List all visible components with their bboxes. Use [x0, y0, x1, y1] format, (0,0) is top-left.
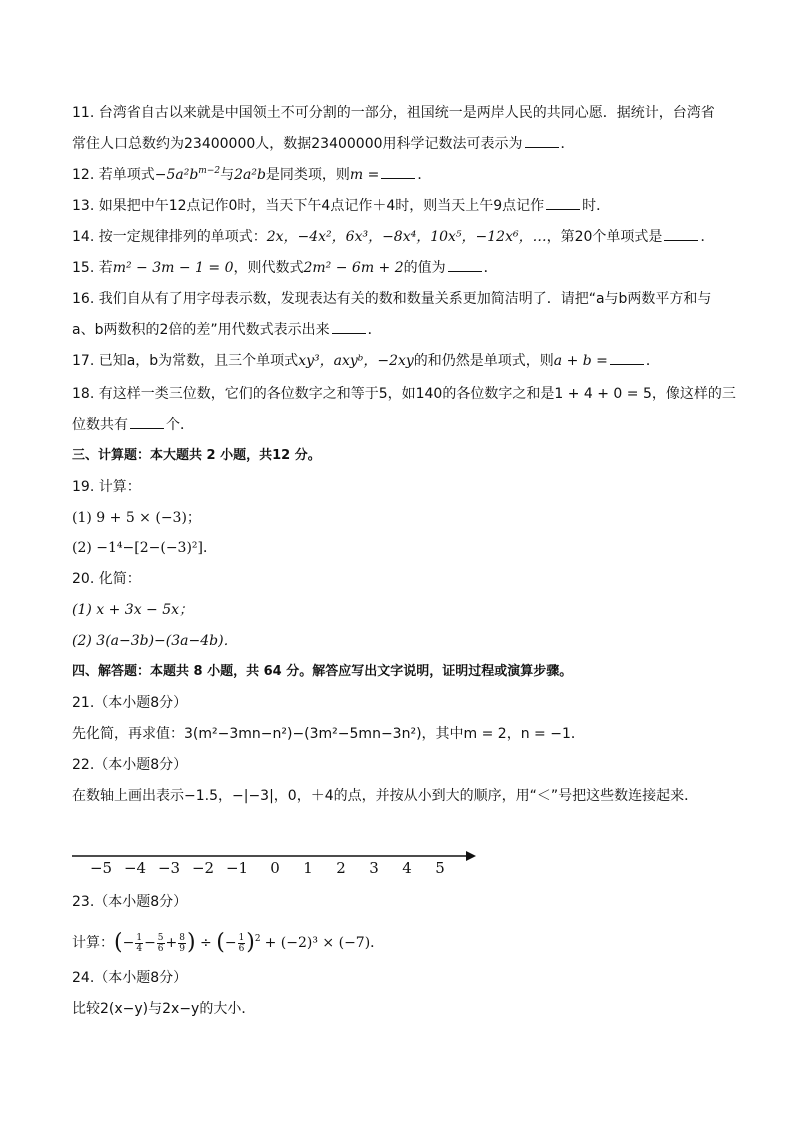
math-op: ÷ [195, 935, 217, 951]
question-18-text-3: 个． [166, 417, 194, 433]
question-13-text: 13. 如果把中午12点记作0时，当天下午4点记作＋4时，则当天上午9点记作 [72, 198, 545, 214]
math-expression: m = [349, 167, 380, 183]
paren: ) [187, 930, 196, 955]
question-23-text: 23.（本小题8分） [72, 894, 188, 910]
question-12-text: 12. 若单项式 [72, 167, 155, 183]
question-14-text: 14. 按一定规律排列的单项式： [72, 229, 267, 245]
question-20-text: 20. 化简： [72, 571, 141, 587]
math-op: − [224, 935, 237, 951]
math-expression: (2) 3(a−3b)−(3a−4b)． [72, 633, 238, 649]
tick-label: 5 [435, 859, 445, 877]
question-12-text: 是同类项，则 [265, 167, 350, 183]
tick-label: −1 [225, 859, 249, 877]
numerator: 8 [179, 932, 185, 943]
punctuation: ． [483, 260, 498, 276]
tick-label: 4 [402, 859, 412, 877]
exponent: 2 [254, 934, 261, 944]
question-22-text: 22.（本小题8分） [72, 757, 188, 773]
question-24-body [72, 999, 255, 1019]
math-expression: (1) x + 3x − 5x； [72, 602, 194, 618]
punctuation: ． [645, 353, 660, 369]
math-expression: 2a²b [234, 167, 266, 183]
question-23-title [72, 892, 187, 912]
punctuation: ． [367, 322, 382, 338]
fraction [238, 933, 246, 954]
question-11-text: 11. 台湾省自古以来就是中国领土不可分割的一部分，祖国统一是两岸人民的共同心愿．据统计，台湾省 [72, 105, 715, 121]
question-23-text: 计算： [72, 935, 114, 951]
fraction [157, 933, 165, 954]
question-23-body [72, 929, 384, 957]
question-13-text: 时． [582, 198, 611, 214]
math-expression: 2m² − 6m + 2 [303, 260, 404, 276]
math-expression: xy³，axyᵇ，−2xy [298, 353, 414, 369]
question-15-text: 15. 若 [72, 260, 113, 276]
tick-label: 1 [303, 859, 313, 877]
math-expression: −5a²b [154, 167, 199, 183]
denominator: 6 [238, 943, 245, 954]
question-21-text: 先化简，再求值：3(m²−3mn−n²)−(3m²−5mn−3n²)，其中m = 2，n = −1． [72, 726, 585, 742]
denominator: 9 [179, 943, 185, 954]
punctuation: ． [560, 136, 575, 152]
question-12-text: 与 [220, 167, 235, 183]
question-17-text: 的和仍然是单项式，则 [413, 353, 554, 369]
question-15-text: 的值为 [403, 260, 446, 276]
question-24-title [72, 968, 187, 988]
question-24-text: 比较2(x−y)与2x−y的大小． [72, 1001, 256, 1017]
tick-label: 3 [369, 859, 379, 877]
tick-label: −4 [123, 859, 147, 877]
exponent: m−2 [198, 166, 221, 176]
math-expression: m² − 3m − 1 = 0 [112, 260, 234, 276]
math-expression: 2x，−4x²，6x³，−8x⁴，10x⁵，−12x⁶，… [266, 229, 547, 245]
tick-label: 0 [270, 859, 280, 877]
tick-label: 2 [336, 859, 346, 877]
punctuation: ． [417, 167, 432, 183]
question-18-text: 18. 有这样一类三位数，它们的各位数字之和等于5，如140的各位数字之和是1 + 4 + 0 = 5，像这样的三 [72, 386, 736, 402]
math-expression: a + b = [553, 353, 608, 369]
fraction [135, 933, 143, 954]
question-19-text: 19. 计算： [72, 479, 141, 495]
numerator: 5 [157, 932, 164, 943]
paren: ( [216, 930, 225, 955]
denominator: 6 [157, 943, 164, 954]
section-title: 三、计算题：本大题共 2 小题，共12 分。 [72, 448, 321, 463]
question-11-text-2: 常住人口总数约为23400000人，数据23400000用科学记数法可表示为 [72, 136, 523, 152]
math-expression: (1) 9 + 5 × (−3)； [72, 510, 201, 526]
question-22-text: 在数轴上画出表示−1.5，−|−3|，0，＋4的点，并按从小到大的顺序，用“＜”号把这些数连接起来． [72, 788, 699, 804]
paren: ( [114, 930, 123, 955]
numerator: 1 [136, 932, 143, 943]
fraction [178, 933, 186, 954]
math-expression: (2) −1⁴−[2−(−3)²]． [72, 540, 217, 556]
question-17-text: 17. 已知a，b为常数，且三个单项式 [72, 353, 299, 369]
question-21-text: 21.（本小题8分） [72, 695, 188, 711]
section-title: 四、解答题：本题共 8 小题，共 64 分。解答应写出文字说明，证明过程或演算步骤。 [72, 664, 573, 679]
math-op: + [165, 935, 178, 951]
math-op: − [144, 935, 156, 951]
tick-label: −3 [157, 859, 181, 877]
denominator: 4 [136, 943, 143, 954]
paren: ) [246, 930, 255, 955]
question-24-text: 24.（本小题8分） [72, 970, 188, 986]
question-16-text-2: a、b两数积的2倍的差”用代数式表示出来 [72, 322, 330, 338]
question-15-text: ，则代数式 [233, 260, 304, 276]
question-14-text: ，第20个单项式是 [546, 229, 663, 245]
math-op: − [122, 935, 135, 951]
tick-label: −2 [191, 859, 215, 877]
question-18-text-2: 位数共有 [72, 417, 128, 433]
tick-label: −5 [89, 859, 113, 877]
numerator: 1 [238, 932, 245, 943]
arrow-right-icon [466, 851, 476, 861]
math-expression: + (−2)³ × (−7)． [264, 935, 385, 951]
punctuation: ． [700, 229, 715, 245]
question-16-text: 16. 我们自从有了用字母表示数，发现表达有关的数和数量关系更加简洁明了．请把“a与b两数平方和与 [72, 291, 712, 307]
